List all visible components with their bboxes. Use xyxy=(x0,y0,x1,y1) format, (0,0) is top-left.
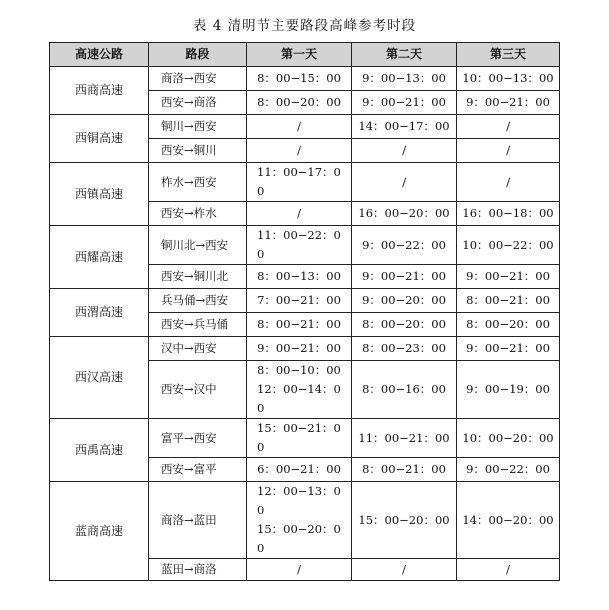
table-row xyxy=(50,419,560,458)
day2-cell: / xyxy=(352,163,457,202)
route-cell: 西安→兵马俑 xyxy=(149,313,247,337)
day1-line: 0 xyxy=(257,440,265,454)
highway-cell: 蓝商高速 xyxy=(50,482,149,581)
day1-cell xyxy=(247,482,352,559)
table-row xyxy=(50,226,560,265)
day1-cell xyxy=(247,419,352,458)
day2-cell: 9：00−20：00 xyxy=(352,289,457,313)
highway-cell: 西汉高速 xyxy=(50,337,149,419)
day3-cell: 14：00−20：00 xyxy=(457,482,560,559)
day3-cell: 9：00−21：00 xyxy=(457,91,560,115)
route-cell: 西安→铜川北 xyxy=(149,265,247,289)
day3-cell: 9：00−19：00 xyxy=(457,361,560,419)
day2-cell: 14：00−17：00 xyxy=(352,115,457,139)
day1-line: 15：00−20：0 xyxy=(257,522,341,536)
route-cell: 西安→铜川 xyxy=(149,139,247,163)
day2-cell: / xyxy=(352,139,457,163)
highway-cell: 西铜高速 xyxy=(50,115,149,163)
day3-cell: 8：00−20：00 xyxy=(457,313,560,337)
route-cell: 商洛→西安 xyxy=(149,67,247,91)
highway-cell: 西渭高速 xyxy=(50,289,149,337)
day2-cell: 11：00−21：00 xyxy=(352,419,457,458)
highway-cell: 西禹高速 xyxy=(50,419,149,482)
day1-cell xyxy=(247,202,352,226)
day1-cell xyxy=(247,337,352,361)
day1-line: / xyxy=(297,562,301,576)
day3-cell: 10：00−13：00 xyxy=(457,67,560,91)
header-row xyxy=(50,43,560,67)
day1-line: / xyxy=(297,143,301,157)
day1-line: 0 xyxy=(257,503,265,517)
highway-cell: 西商高速 xyxy=(50,67,149,115)
day1-cell xyxy=(247,91,352,115)
day1-line: 12：00−14：0 xyxy=(257,382,341,396)
header-day3: 第三天 xyxy=(457,43,560,67)
header-route: 路段 xyxy=(149,43,247,67)
day1-cell xyxy=(247,67,352,91)
day1-cell xyxy=(247,313,352,337)
day2-cell: 15：00−20：00 xyxy=(352,482,457,559)
day1-cell xyxy=(247,115,352,139)
day1-line: 11：00−22：0 xyxy=(257,228,341,242)
route-cell: 西安→商洛 xyxy=(149,91,247,115)
table-wrapper xyxy=(49,42,560,581)
day2-cell: / xyxy=(352,559,457,581)
route-cell: 铜川北→西安 xyxy=(149,226,247,265)
day1-line: 8：00−15：00 xyxy=(257,71,341,85)
day1-cell xyxy=(247,226,352,265)
day2-cell: 9：00−13：00 xyxy=(352,67,457,91)
day1-line: 15：00−21：0 xyxy=(257,421,341,435)
header-day2: 第二天 xyxy=(352,43,457,67)
day3-cell: 9：00−21：00 xyxy=(457,337,560,361)
header-day1: 第一天 xyxy=(247,43,352,67)
day1-cell xyxy=(247,163,352,202)
day1-cell xyxy=(247,559,352,581)
day1-line: 0 xyxy=(257,184,265,198)
day3-cell: 16：00−18：00 xyxy=(457,202,560,226)
route-cell: 西安→富平 xyxy=(149,458,247,482)
day3-cell: / xyxy=(457,163,560,202)
route-cell: 商洛→蓝田 xyxy=(149,482,247,559)
route-cell: 西安→柞水 xyxy=(149,202,247,226)
route-cell: 西安→汉中 xyxy=(149,361,247,419)
highway-cell: 西镇高速 xyxy=(50,163,149,226)
day1-line: / xyxy=(297,119,301,133)
day3-cell: 10：00−22：00 xyxy=(457,226,560,265)
table-row xyxy=(50,337,560,361)
table-row xyxy=(50,115,560,139)
table-row xyxy=(50,67,560,91)
day2-cell: 8：00−20：00 xyxy=(352,313,457,337)
table-row xyxy=(50,163,560,202)
day1-cell xyxy=(247,361,352,419)
day1-line: 0 xyxy=(257,541,265,555)
table-caption: 表 4 清明节主要路段高峰参考时段 xyxy=(192,18,417,34)
day2-cell: 9：00−21：00 xyxy=(352,265,457,289)
day2-cell: 9：00−22：00 xyxy=(352,226,457,265)
day1-line: 9：00−21：00 xyxy=(257,341,341,355)
day1-line: 8：00−10：00 xyxy=(257,363,341,377)
day3-cell: / xyxy=(457,559,560,581)
day3-cell: 9：00−21：00 xyxy=(457,265,560,289)
day3-cell: 8：00−21：00 xyxy=(457,289,560,313)
day1-line: 0 xyxy=(257,247,265,261)
route-cell: 兵马俑→西安 xyxy=(149,289,247,313)
day3-cell: 10：00−20：00 xyxy=(457,419,560,458)
day1-line: 8：00−21：00 xyxy=(257,317,341,331)
day1-line: 7：00−21：00 xyxy=(257,293,341,307)
day1-line: 8：00−20：00 xyxy=(257,95,341,109)
table-body xyxy=(50,67,560,581)
table-row xyxy=(50,289,560,313)
day1-line: 6：00−21：00 xyxy=(257,462,341,476)
day3-cell: / xyxy=(457,115,560,139)
day2-cell: 8：00−16：00 xyxy=(352,361,457,419)
day1-cell xyxy=(247,458,352,482)
route-cell: 柞水→西安 xyxy=(149,163,247,202)
day2-cell: 9：00−21：00 xyxy=(352,91,457,115)
day1-cell xyxy=(247,289,352,313)
day1-cell xyxy=(247,139,352,163)
day3-cell: 9：00−22：00 xyxy=(457,458,560,482)
route-cell: 富平→西安 xyxy=(149,419,247,458)
header-highway: 高速公路 xyxy=(50,43,149,67)
highway-cell: 西耀高速 xyxy=(50,226,149,289)
route-cell: 铜川→西安 xyxy=(149,115,247,139)
route-cell: 汉中→西安 xyxy=(149,337,247,361)
day1-line: 12：00−13：0 xyxy=(257,484,341,498)
day1-line: / xyxy=(297,206,301,220)
day1-cell xyxy=(247,265,352,289)
day1-line: 11：00−17：0 xyxy=(257,165,341,179)
day3-cell: / xyxy=(457,139,560,163)
peak-times-table xyxy=(49,42,560,581)
table-row xyxy=(50,482,560,559)
route-cell: 蓝田→商洛 xyxy=(149,559,247,581)
day2-cell: 16：00−20：00 xyxy=(352,202,457,226)
day2-cell: 8：00−23：00 xyxy=(352,337,457,361)
day2-cell: 8：00−21：00 xyxy=(352,458,457,482)
day1-line: 8：00−13：00 xyxy=(257,269,341,283)
day1-line: 0 xyxy=(257,401,265,415)
